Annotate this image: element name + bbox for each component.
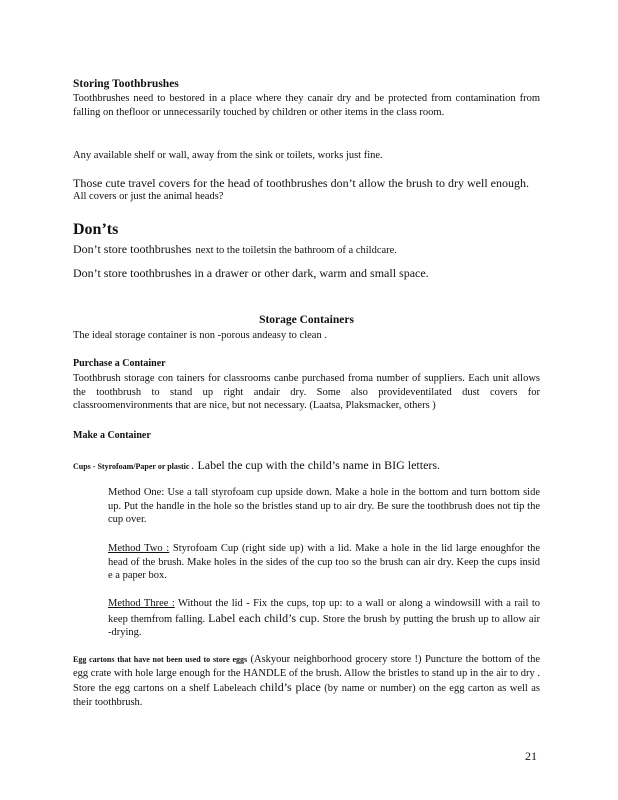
method-one (108, 486, 540, 527)
method-three-b: Label each child’s cup. (208, 610, 320, 625)
egg-lead: Egg cartons that have not been used to store eggs (73, 655, 248, 664)
containers-intro: The ideal storage container is non -porous andeasy to clean . (73, 330, 327, 341)
covers-note: Those cute travel covers for the head of toothbrushes don’t allow the brush to dry well enough. (73, 176, 529, 190)
method-three-a: Without the lid - Fix the cups, top up: to a wall or along a windowsill with a rail to keep themfrom falling. (108, 598, 540, 625)
egg-body: (Askyour neighborhood grocery store !) Puncture the bottom of the egg crate with hole large enough for the HANDLE of the brush. Allow the bristles to stand up in the air to dry . Store the egg cartons on a shelf Labeleach (73, 654, 540, 694)
method-two (108, 542, 540, 583)
covers-question: All covers or just the animal heads? (73, 191, 224, 202)
storing-body: Toothbrushes need to bestored in a place where they canair dry and be protected from contamination from falling on thefloor or unnecessarily touched by children or other items in the class room. (73, 93, 540, 118)
purchase-body: Toothbrush storage con tainers for classrooms canbe purchased froma number of suppliers. Each unit allows the toothbrush to stand up right andair dry. Some also provideventilated dust covers for classroomenvironments that are nice, but not necessary. (Laatsa, Plaksmacker, others ) (73, 373, 540, 411)
make-heading: Make a Container (73, 430, 151, 441)
cups-line (73, 456, 540, 474)
shelf-note: Any available shelf or wall, away from the sink or toilets, works just fine. (73, 150, 383, 161)
egg-cartons (73, 653, 540, 709)
donts-item-2: Don’t store toothbrushes in a drawer or other dark, warm and small space. (73, 266, 429, 280)
method-two-body: Styrofoam Cup (right side up) with a lid. Make a hole in the lid large enoughfor the head of the brush. Make holes in the sides of the cup too so the brush can air dry. Keep the cups insid e a paper box. (108, 543, 541, 581)
page-number: 21 (525, 749, 537, 763)
egg-child-place: child’s place (259, 680, 321, 694)
egg-tail: (by name or number) on the egg carton as well as their toothbrush. (73, 683, 541, 708)
cups-lead: Cups - Styrofoam/Paper or plastic . (73, 462, 194, 471)
method-three-c: Store the brush by putting the brush up to allow air -drying. (108, 613, 541, 638)
containers-heading: Storage Containers (259, 314, 354, 326)
donts-item-1-rest: next to the toiletsin the bathroom of a childcare. (195, 245, 397, 256)
method-two-title: Method Two : (108, 543, 170, 554)
method-three-title: Method Three : (108, 598, 175, 609)
method-one-title: Method One: (108, 487, 165, 498)
donts-heading: Don’ts (73, 221, 119, 238)
method-one-body: Use a tall styrofoam cup upside down. Make a hole in the bottom and turn bottom side up. Put the handle in the hole so the bristles stand up to air dry. Be sure the toothbrush does not tip the cup over. (108, 487, 541, 525)
cups-note: Label the cup with the child’s name in BIG letters. (197, 458, 441, 472)
donts-item-1-lead: Don’t store toothbrushes (73, 242, 192, 256)
donts-item-1 (73, 240, 540, 258)
purchase-heading: Purchase a Container (73, 358, 166, 369)
storing-heading: Storing Toothbrushes (73, 78, 179, 90)
method-three (108, 597, 540, 640)
